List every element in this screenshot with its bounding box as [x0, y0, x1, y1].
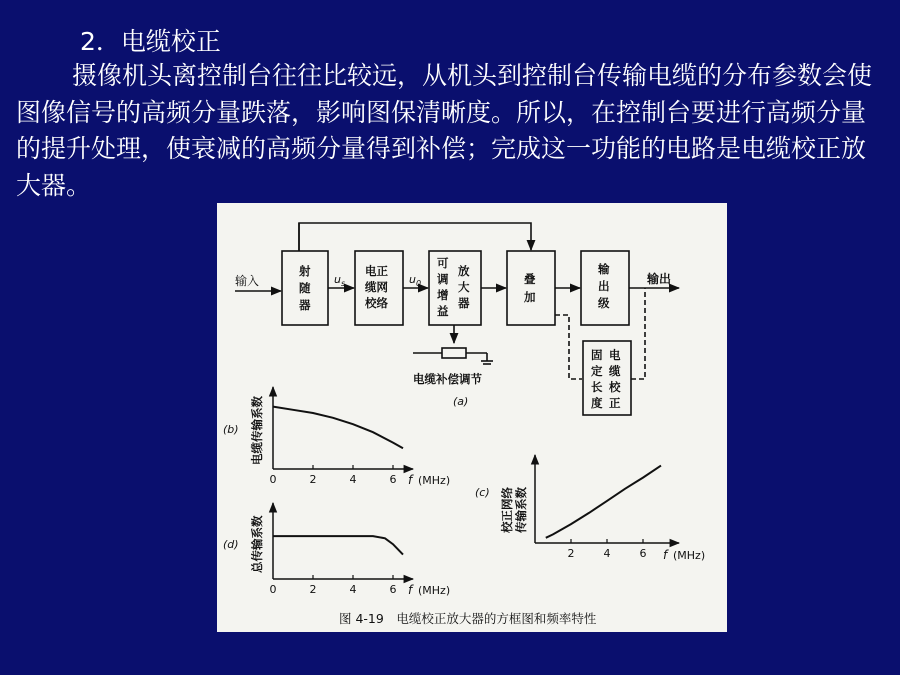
block-fixed-text-3: 长: [591, 380, 603, 394]
plot-d-xlabel-f: f: [408, 583, 413, 597]
block-variable-amp-text-4: 益: [437, 304, 449, 318]
plot-b-ylabel: 电缆传输系数: [250, 396, 264, 465]
tick-label: 4: [603, 547, 611, 560]
plot-d: [223, 503, 450, 597]
block-emitter-follower-text-2: 随: [299, 281, 311, 295]
plot-c-ticks: [568, 539, 647, 560]
tick-label: 2: [309, 583, 317, 596]
block-emitter-follower-text-3: 器: [299, 298, 311, 312]
slide-paragraph: 摄像机头离控制台往往比较远，从机头到控制台传输电缆的分布参数会使图像信号的高频分量跌落，影响图保清晰度。所以，在控制台要进行高频分量的提升处理，使衰减的高频分量得到补偿；完成这一功能的电路是电缆校正放大器。: [16, 61, 873, 200]
plot-d-xlabel-unit: (MHz): [418, 584, 451, 597]
block-output-stage-text-2: 出: [598, 279, 610, 293]
plot-b-xlabel-unit: (MHz): [418, 474, 451, 487]
block-fixed-text-6: 缆: [609, 364, 621, 378]
plot-c-label: (c): [475, 486, 490, 499]
block-variable-amp-text-6: 大: [458, 280, 470, 294]
tick-label: 2: [309, 473, 317, 486]
tick-label: 6: [389, 583, 397, 596]
tick-label: 4: [349, 473, 357, 486]
plot-c-ylabel-2: 传输系数: [514, 487, 528, 533]
tick-label: 4: [349, 583, 357, 596]
signal-uo-label: u: [409, 273, 416, 286]
plot-d-label: (d): [223, 538, 239, 551]
block-adder-text-1: 叠: [524, 272, 536, 286]
block-fixed-text-8: 正: [609, 396, 621, 410]
plot-b-xlabel-f: f: [408, 473, 413, 487]
plot-c-xlabel-f: f: [663, 548, 668, 562]
block-fixed-text-7: 校: [609, 380, 621, 394]
figure-caption: 图 4-19 电缆校正放大器的方框图和频率特性: [339, 611, 597, 626]
output-label: 输出: [647, 272, 672, 286]
signal-us-subscript: s: [341, 279, 346, 288]
tick-label: 0: [269, 473, 277, 486]
signal-uo-subscript: 0: [416, 279, 422, 288]
block-emitter-follower-text-1: 射: [299, 264, 311, 278]
pot-label: 电缆补偿调节: [413, 372, 482, 386]
block-output-stage-text-3: 级: [598, 296, 610, 310]
block-variable-amp-text-5: 放: [458, 264, 470, 278]
slide-heading: 2．电缆校正: [80, 27, 221, 56]
tick-label: 2: [567, 547, 575, 560]
plot-d-curve: [273, 536, 403, 555]
block-variable-amp-text-7: 器: [458, 296, 470, 310]
input-label: 输入: [235, 274, 260, 288]
plot-c-xlabel-unit: (MHz): [673, 549, 706, 562]
block-adder: [507, 251, 555, 325]
block-fixed-text-2: 定: [591, 364, 603, 378]
plot-b-ticks: [270, 465, 397, 486]
block-fixed-text-5: 电: [609, 348, 621, 362]
tick-label: 6: [639, 547, 647, 560]
figure-svg: [217, 203, 727, 632]
block-adder-text-2: 加: [524, 290, 536, 304]
diagram-a-label: (a): [453, 395, 469, 408]
block-output-stage-text-1: 输: [598, 262, 610, 276]
plot-c-curve: [546, 466, 661, 538]
tick-label: 0: [269, 583, 277, 596]
plot-d-ylabel: 总传输系数: [250, 515, 264, 573]
plot-b-label: (b): [223, 423, 239, 436]
block-cable-network-text-3: 校络: [365, 296, 388, 310]
plot-c-ylabel-1: 校正网络: [500, 487, 514, 533]
plot-b-curve: [273, 407, 403, 449]
plot-c: [475, 455, 705, 562]
block-cable-network-text-1: 电正: [365, 264, 388, 278]
block-fixed-text-4: 度: [591, 396, 603, 410]
plot-b: [223, 387, 450, 487]
block-variable-amp-text-1: 可: [437, 256, 449, 270]
block-fixed-text-1: 固: [591, 348, 603, 362]
figure-image: [217, 203, 727, 632]
plot-d-ticks: [270, 575, 397, 596]
block-variable-amp-text-2: 调: [437, 272, 449, 286]
block-cable-network-text-2: 缆网: [365, 280, 388, 294]
block-diagram-text: [298, 256, 621, 410]
tick-label: 6: [389, 473, 397, 486]
block-variable-amp-text-3: 增: [437, 288, 449, 302]
signal-us-label: u: [334, 273, 341, 286]
